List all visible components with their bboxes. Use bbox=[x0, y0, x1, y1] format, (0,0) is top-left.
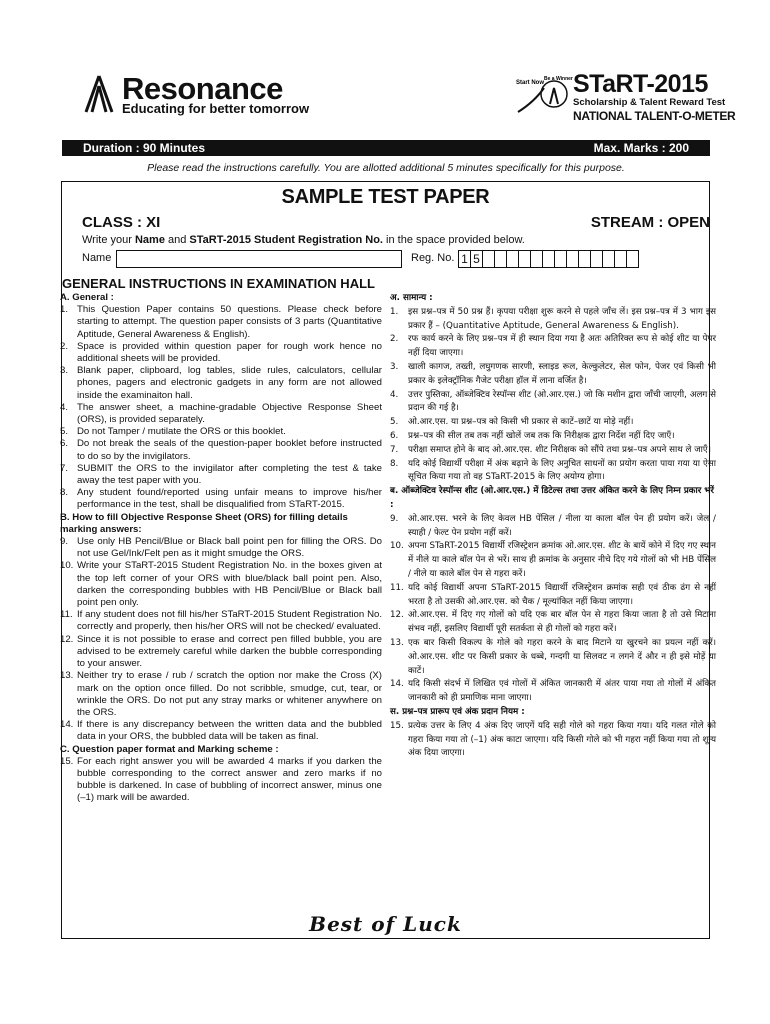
badge-text-left: Start Now bbox=[516, 80, 545, 86]
instruction-item: 5. ओ.आर.एस. या प्रश्न–पत्र को किसी भी प्रकार से काटें–छाटें या मोड़े नहीं। bbox=[390, 417, 634, 428]
instruction-item: 5. Do not Tamper / mutilate the ORS or this booklet. bbox=[60, 426, 286, 438]
duration-text: Duration : 90 Minutes bbox=[83, 141, 206, 155]
section-heading: अ. सामान्य : bbox=[390, 293, 433, 303]
section-heading: ब. ऑब्जेक्टिव रेस्पॉन्स शीट (ओ.आर.एस.) में डिटेल्स तथा उत्तर अंकित करने के लिए निम्न प्रकार भरें : bbox=[390, 486, 714, 510]
instruction-item: 8. Any student found/reported using unfair means to improve his/her performance in the test, shall be disqualified from STaRT-2015. bbox=[60, 487, 382, 511]
reg-no-cell[interactable]: 1 bbox=[458, 250, 471, 268]
instructions-heading: GENERAL INSTRUCTIONS IN EXAMINATION HALL bbox=[62, 276, 375, 291]
name-label: Name bbox=[82, 252, 112, 264]
class-label: CLASS : XI bbox=[82, 214, 161, 231]
instruction-item: 8. यदि कोई विद्यार्थी परीक्षा में अंक बढ़ाने के लिए अनुचित साधनों का प्रयोग करता पाया गया या ऐसा सूचित किया गया तो वह STaRT-2015 के लिए अयोग्य होगा। bbox=[390, 458, 716, 483]
badge-text-right: Be a Winner bbox=[544, 76, 573, 82]
section-heading: C. Question paper format and Marking scheme : bbox=[60, 743, 279, 755]
start-winner-badge-icon bbox=[514, 74, 573, 118]
instruction-item: 13. एक बार किसी विकल्प के गोले को गहरा करने के बाद मिटाने या खुरचने का प्रयत्न नहीं करें। ओ.आर.एस. शीट पर किसी प्रकार के धब्बे, गन्दगी या सिलवट न लगने दें और न ही इसे मोड़ें या काटें। bbox=[390, 637, 716, 676]
resonance-logo-icon bbox=[82, 74, 116, 114]
english-instructions bbox=[60, 292, 382, 805]
instruction-item: 6. प्रश्न–पत्र की सील तब तक नहीं खोलें जब तक कि निरीक्षक द्वारा निर्देश नहीं दिए जाएँ। bbox=[390, 430, 675, 441]
max-marks-text: Max. Marks : 200 bbox=[593, 141, 689, 155]
instruction-item: 12. Since it is not possible to erase and correct pen filled bubble, you are advised to be extremely careful while darken the bubble corresponding to your answer. bbox=[60, 633, 382, 670]
reg-no-cell[interactable] bbox=[626, 250, 639, 268]
test-title: STaRT-2015 bbox=[573, 70, 708, 98]
instruction-item: 3. खाली कागज, तख्ती, लघुगणक सारणी, स्लाइड रूल, केल्कुलेटर, सेल फोन, पेजर एवं किसी भी प्रकार के इलेक्ट्रॉनिक गैजेट परीक्षा हॉल में लाना वर्जित है। bbox=[390, 361, 716, 386]
instruction-item: 11. If any student does not fill his/her STaRT-2015 Student Registration No. correctly and properly, then his/her ORS will not be checked/ evaluated. bbox=[60, 609, 382, 633]
reg-no-label: Reg. No. bbox=[411, 252, 455, 264]
instruction-item: 15. प्रत्येक उत्तर के लिए 4 अंक दिए जाएगें यदि सही गोले को गहरा किया गया। यदि गलत गोले को गहरा किया गया तो (–1) अंक काटा जाएगा। यदि किसी गोले को भी गहरा नहीं किया गया तो शून्य अंक दिया जाएगा। bbox=[390, 720, 716, 759]
instruction-item: 13. Neither try to erase / rub / scratch the option nor make the Cross (X) mark on the option once filled. Do not scribble, smudge, cut, tear, or wrinkle the ORS. Do not put any stray marks or whitener anywhere on the ORS. bbox=[60, 670, 382, 718]
instruction-item: 2. Space is provided within question paper for rough work hence no additional sheets will be provided. bbox=[60, 340, 382, 365]
instruction-item: 6. Do not break the seals of the question-paper booklet before instructed to do so by the invigilators. bbox=[60, 438, 382, 462]
duration-marks-bar bbox=[62, 140, 710, 156]
brand-tagline: Educating for better tomorrow bbox=[122, 101, 310, 116]
reg-no-cell[interactable]: 5 bbox=[470, 250, 483, 268]
section-heading: A. General : bbox=[60, 292, 114, 303]
instruction-note: Please read the instructions carefully. You are allotted additional 5 minutes specifically for this purpose. bbox=[147, 162, 625, 174]
instruction-item: 9. Use only HB Pencil/Blue or Black ball point pen for filling the ORS. Do not use Gel/Ink/Felt pen as it might smudge the ORS. bbox=[60, 536, 382, 560]
section-heading: स. प्रश्न–पत्र प्रारूप एवं अंक प्रदान नियम : bbox=[390, 706, 525, 717]
write-instruction: Write your Name and STaRT-2015 Student Registration No. in the space provided below. bbox=[82, 234, 525, 246]
brand-name: Resonance bbox=[122, 71, 283, 106]
test-subtitle: Scholarship & Talent Reward Test bbox=[573, 97, 726, 108]
instruction-item: 4. उत्तर पुस्तिका, ऑब्जेक्टिव रेस्पॉन्स शीट (ओ.आर.एस.) जो कि मशीन द्वारा जाँची जाएगी, अलग से प्रदान की गई है। bbox=[390, 389, 716, 414]
best-of-luck: Best of Luck bbox=[309, 912, 462, 936]
stream-label: STREAM : OPEN bbox=[590, 214, 710, 231]
test-tagline: NATIONAL TALENT-O-METER bbox=[573, 109, 736, 123]
instruction-item: 9. ओ.आर.एस. भरने के लिए केवल HB पेंसिल / नीला या काला बॉल पेन ही प्रयोग करें। जेल / स्याही / फेल्ट पेन प्रयोग नहीं करें। bbox=[390, 513, 716, 538]
instruction-item: 1. इस प्रश्न–पत्र में 50 प्रश्न हैं। कृपया परीक्षा शुरू करने से पहले जाँच लें। इस प्रश्न–पत्र में 3 भाग इस प्रकार हैं – (Quantitative Aptitude, General Awareness & English). bbox=[390, 306, 716, 331]
instruction-item: 10. अपना STaRT-2015 विद्यार्थी रजिस्ट्रेशन क्रमांक ओ.आर.एस. शीट के बायें कोने में दिए गए स्थान में नीले या काले बॉल पेन से भरें। साथ ही क्रमांक के अनुसार नीचे दिए गये गोलों को भी HB पेंसिल / नीले या काले बॉल पेन से गहरा करें। bbox=[390, 541, 716, 579]
instruction-item: 14. यदि किसी संदर्भ में लिखित एवं गोलों में अंकित जानकारी में अंतर पाया गया तो गोलों में अंकित जानकारी को ही प्रमाणिक माना जाएगा। bbox=[390, 679, 716, 704]
instruction-item: 7. परीक्षा समाप्त होने के बाद ओ.आर.एस. शीट निरीक्षक को सौंपे तथा प्रश्न–पत्र अपने साथ ले जाएँ। bbox=[390, 444, 711, 455]
instruction-item: 2. रफ कार्य करने के लिए प्रश्न–पत्र में ही स्थान दिया गया है अतः अतिरिक्त रूप से कोई शीट या पेपर नहीं दिया जाएगा। bbox=[390, 334, 716, 359]
hindi-instructions bbox=[390, 292, 716, 761]
instruction-item: 3. Blank paper, clipboard, log tables, slide rules, calculators, cellular phones, pagers and electronic gadgets in any form are not allowed inside the examinaiton hall. bbox=[60, 365, 382, 401]
instruction-item: 7. SUBMIT the ORS to the invigilator after completing the test & take away the test paper with you. bbox=[60, 462, 382, 487]
instruction-item: 11. यदि कोई विद्यार्थी अपना STaRT-2015 विद्यार्थी रजिस्ट्रेशन क्रमांक सही एवं ठीक ढंग से नहीं भरता है तो उसकी ओ.आर.एस. को चैक / मूल्यांकित नहीं किया जाएगा। bbox=[390, 582, 716, 607]
instruction-item: 15. For each right answer you will be awarded 4 marks if you darken the bubble corresponding to the correct answer and zero marks if no bubble is darkened. In case of bubbling of incorrect answer, minus one (–1) mark will be awarded. bbox=[60, 755, 382, 804]
instruction-item: 10. Write your STaRT-2015 Student Registration No. in the boxes given at the top left corner of your ORS with blue/black ball point pen. Also, darken the corresponding bubbles with HB Pencil/Blue or Black ball point pen only. bbox=[60, 560, 382, 609]
instruction-item: 1. This Question Paper contains 50 questions. Please check before starting to attempt. The question paper consists of 3 parts (Quantitative Aptitude, General Awareness & English). bbox=[60, 304, 382, 340]
instruction-item: 12. ओ.आर.एस. में दिए गए गोलों को यदि एक बार बॉल पेन से गहरा किया जाता है तो उसे मिटाना संभव नहीं, इसलिए विद्यार्थी पूरी सतर्कता से ही गोलों को गहरा करें। bbox=[390, 610, 716, 635]
name-field[interactable] bbox=[116, 250, 402, 268]
reg-no-field[interactable] bbox=[459, 250, 639, 268]
instruction-item: 14. If there is any discrepancy between the written data and the bubbled data in your ORS, the bubbled data will be taken as final. bbox=[60, 719, 382, 743]
section-heading: B. How to fill Objective Response Sheet (ORS) for filling details marking answers: bbox=[60, 511, 348, 535]
instruction-item: 4. The answer sheet, a machine-gradable Objective Response Sheet (ORS), is provided separately. bbox=[60, 401, 382, 426]
paper-title: SAMPLE TEST PAPER bbox=[281, 186, 490, 208]
